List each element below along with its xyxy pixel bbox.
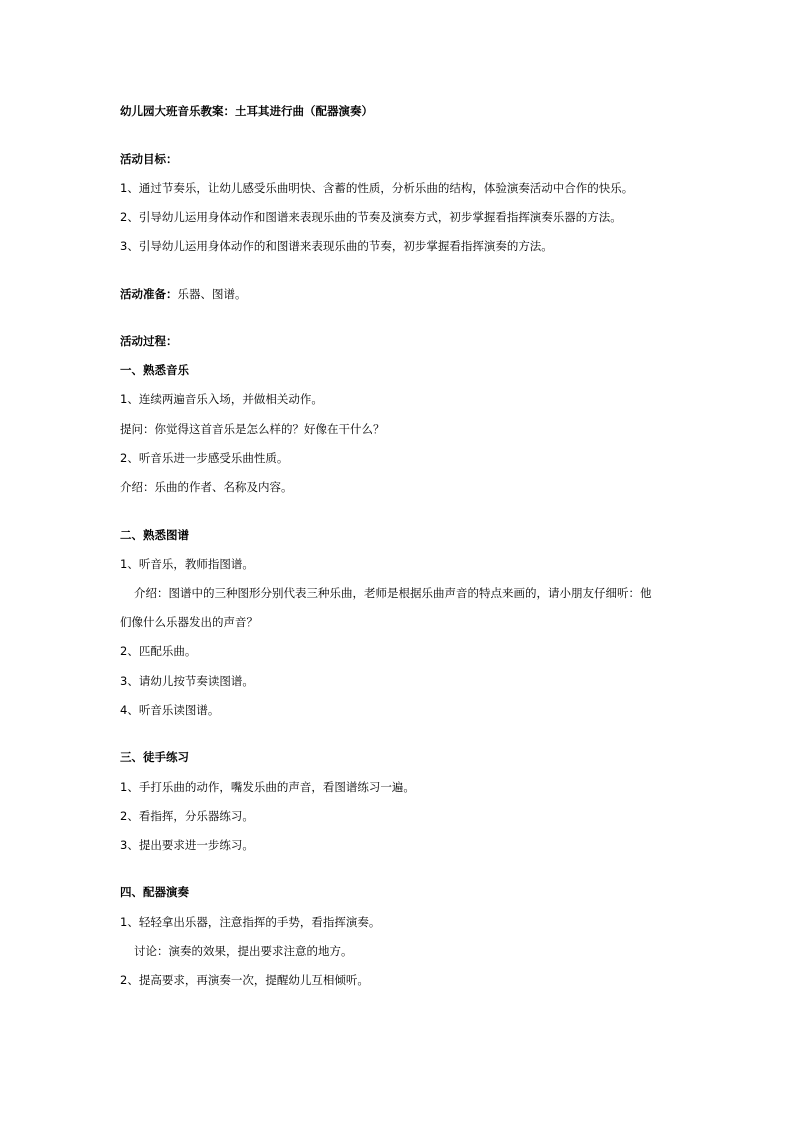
- section1-line: 提问：你觉得这首音乐是怎么样的？好像在干什么？: [120, 422, 385, 436]
- preparation-heading: 活动准备：: [120, 287, 178, 301]
- section1-line: 介绍：乐曲的作者、名称及内容。: [120, 480, 293, 494]
- section-heading-4: 四、配器演奏: [120, 885, 189, 899]
- preparation-text: 乐器、图谱。: [177, 287, 247, 301]
- goal-item: 1、通过节奏乐，让幼儿感受乐曲明快、含蓄的性质，分析乐曲的结构，体验演奏活动中合作的快乐。: [120, 181, 634, 195]
- section4-line: 1、轻轻拿出乐器，注意指挥的手势，看指挥演奏。: [120, 915, 381, 929]
- preparation-line: [120, 286, 247, 302]
- section4-line: 讨论：演奏的效果，提出要求注意的地方。: [134, 944, 353, 958]
- section2-line: 1、听音乐，教师指图谱。: [120, 557, 254, 571]
- section4-line: 2、提高要求，再演奏一次，提醒幼儿互相倾听。: [120, 973, 369, 987]
- section1-line: 1、连续两遍音乐入场，并做相关动作。: [120, 392, 323, 406]
- section2-line: 2、匹配乐曲。: [120, 644, 197, 658]
- section1-line: 2、听音乐进一步感受乐曲性质。: [120, 451, 289, 465]
- section2-line: 3、请幼儿按节奏读图谱。: [120, 674, 254, 688]
- section-heading-2: 二、熟悉图谱: [120, 528, 189, 542]
- section3-line: 3、提出要求进一步练习。: [120, 838, 254, 852]
- process-heading: 活动过程：: [120, 334, 178, 348]
- goal-item: 3、引导幼儿运用身体动作的和图谱来表现乐曲的节奏，初步掌握看指挥演奏的方法。: [120, 239, 553, 253]
- goal-item: 2、引导幼儿运用身体动作和图谱来表现乐曲的节奏及演奏方式，初步掌握看指挥演奏乐器的方法。: [120, 210, 622, 224]
- section3-line: 1、手打乐曲的动作，嘴发乐曲的声音，看图谱练习一遍。: [120, 780, 415, 794]
- section-heading-3: 三、徒手练习: [120, 750, 189, 764]
- section3-line: 2、看指挥，分乐器练习。: [120, 809, 254, 823]
- goals-heading: 活动目标：: [120, 152, 178, 166]
- section2-line: 4、听音乐读图谱。: [120, 703, 220, 717]
- section2-line: 们像什么乐器发出的声音？: [120, 615, 258, 629]
- document-title: 幼儿园大班音乐教案：土耳其进行曲（配器演奏）: [120, 104, 373, 118]
- section2-line: 介绍：图谱中的三种图形分别代表三种乐曲，老师是根据乐曲声音的特点来画的，请小朋友仔细听：他: [134, 586, 652, 600]
- section-heading-1: 一、熟悉音乐: [120, 363, 189, 377]
